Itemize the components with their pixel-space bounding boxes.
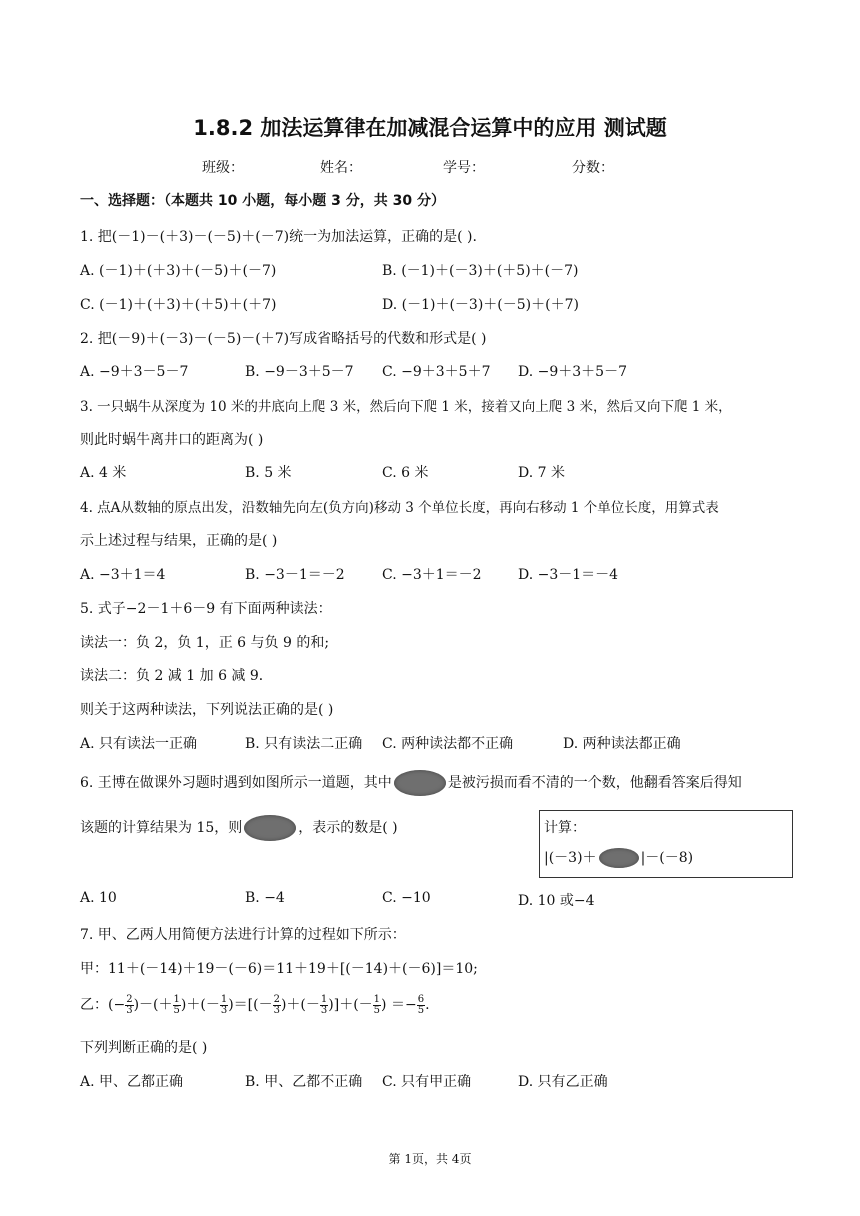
question-1-option-a: A. (－1)＋(＋3)＋(－5)＋(－7) xyxy=(80,263,277,279)
question-6-text-b: 是被污损而看不清的一个数，他翻看答案后得知 xyxy=(447,775,742,791)
question-5-stem: 5. 式子−2－1＋6－9 有下面两种读法： xyxy=(80,601,332,617)
question-5-ask: 则关于这两种读法，下列说法正确的是( ) xyxy=(80,702,334,718)
section-heading: 一、选择题：（本题共 10 小题，每小题 3 分，共 30 分） xyxy=(80,193,445,209)
question-4-option-b: B. −3－1＝－2 xyxy=(245,567,345,583)
figure-expression xyxy=(544,847,693,868)
smudge-blot-icon xyxy=(599,848,639,868)
question-3-option-c: C. 6 米 xyxy=(382,465,429,481)
question-3-option-a: A. 4 米 xyxy=(80,465,127,481)
question-2-option-a: A. −9＋3－5－7 xyxy=(80,364,189,380)
question-1-option-c: C. (－1)＋(＋3)＋(＋5)＋(＋7) xyxy=(80,297,277,313)
question-2-option-b: B. −9－3＋5－7 xyxy=(245,364,354,380)
question-7-ask: 下列判断正确的是( ) xyxy=(80,1040,208,1056)
question-6-text-a: 6. 王博在做课外习题时遇到如图所示一道题，其中 xyxy=(80,775,392,791)
question-5-reading-2: 读法二：负 2 减 1 加 6 减 9． xyxy=(80,668,273,684)
question-7-option-d: D. 只有乙正确 xyxy=(518,1074,608,1090)
class-field-label: 班级： xyxy=(202,160,244,176)
question-3-option-d: D. 7 米 xyxy=(518,465,565,481)
question-6-option-b: B. −4 xyxy=(245,890,285,906)
question-4-option-d: D. −3－1＝－4 xyxy=(518,567,619,583)
question-5-reading-1: 读法一：负 2，负 1，正 6 与负 9 的和; xyxy=(80,635,330,651)
page-title: 1.8.2 加法运算律在加减混合运算中的应用 测试题 xyxy=(193,116,667,140)
question-6-text-d: ，表示的数是( ) xyxy=(298,820,398,836)
question-1-option-d: D. (－1)＋(－3)＋(－5)＋(＋7) xyxy=(382,297,579,313)
question-1-stem: 1. 把(－1)－(＋3)－(－5)＋(－7)统一为加法运算，正确的是( ). xyxy=(80,229,477,245)
question-3-stem-line1: 3. 一只蜗牛从深度为 10 米的井底向上爬 3 米，然后向下爬 1 米，接着又向上爬 3 米，然后又向下爬 1 米， xyxy=(80,399,732,415)
question-6-option-a: A. 10 xyxy=(80,890,117,906)
name-field-label: 姓名： xyxy=(320,160,362,176)
expression-part-b: |－(－8) xyxy=(640,850,694,866)
question-3-option-b: B. 5 米 xyxy=(245,465,292,481)
question-7-option-a: A. 甲、乙都正确 xyxy=(80,1074,184,1090)
question-7-option-c: C. 只有甲正确 xyxy=(382,1074,472,1090)
yi-expression: (− $\frac{2}{3}$ )－(＋ $\frac{1}{5}$ )＋(－ $\frac{1}{3}$ )＝[(－ $\frac{2}{3}$ )＋(－ $\frac{1}{3}$ )]＋(－ $\frac{1}{5}$ ) ＝− $\frac{6}{5}$ . xyxy=(108,993,430,1016)
question-5-option-d: D. 两种读法都正确 xyxy=(563,736,681,752)
question-7-jia-calculation: 甲：11＋(－14)＋19－(－6)＝11＋19＋[(－14)＋(－6)]＝10; xyxy=(80,961,478,977)
expression-part-a: |(－3)＋ xyxy=(544,850,597,866)
question-2-stem: 2. 把(－9)＋(－3)－(－5)－(＋7)写成省略括号的代数和形式是( ) xyxy=(80,331,487,347)
smudge-blot-icon xyxy=(244,815,296,841)
question-6-option-c: C. −10 xyxy=(382,890,431,906)
figure-label: 计算： xyxy=(544,820,586,836)
page-footer: 第 1页，共 4页 xyxy=(388,1152,472,1166)
smudge-blot-icon xyxy=(394,770,446,796)
yi-prefix: 乙： xyxy=(80,997,108,1013)
question-6-stem-line2 xyxy=(80,815,398,841)
question-6-figure-box xyxy=(539,810,793,878)
student-number-label: 学号： xyxy=(443,160,485,176)
question-2-option-d: D. −9＋3＋5－7 xyxy=(518,364,627,380)
question-4-option-a: A. −3＋1＝4 xyxy=(80,567,166,583)
question-4-stem-line1: 4. 点A从数轴的原点出发，沿数轴先向左(负方向)移动 3 个单位长度，再向右移动 1 个单位长度，用算式表 xyxy=(80,500,719,516)
question-7-yi-calculation xyxy=(80,994,430,1016)
question-2-option-c: C. −9＋3＋5＋7 xyxy=(382,364,491,380)
question-1-option-b: B. (－1)＋(－3)＋(＋5)＋(－7) xyxy=(382,263,579,279)
question-5-option-b: B. 只有读法二正确 xyxy=(245,736,363,752)
question-3-stem-line2: 则此时蜗牛离井口的距离为( ) xyxy=(80,432,264,448)
question-5-option-a: A. 只有读法一正确 xyxy=(80,736,198,752)
question-6-option-d: D. 10 或−4 xyxy=(518,893,595,909)
question-7-option-b: B. 甲、乙都不正确 xyxy=(245,1074,363,1090)
score-label: 分数： xyxy=(572,160,614,176)
question-5-option-c: C. 两种读法都不正确 xyxy=(382,736,514,752)
question-6-stem-line1 xyxy=(80,770,742,796)
question-6-text-c: 该题的计算结果为 15，则 xyxy=(80,820,243,836)
question-4-option-c: C. −3＋1＝－2 xyxy=(382,567,482,583)
question-7-stem: 7. 甲、乙两人用简便方法进行计算的过程如下所示： xyxy=(80,927,406,943)
question-4-stem-line2: 示上述过程与结果，正确的是( ) xyxy=(80,533,278,549)
